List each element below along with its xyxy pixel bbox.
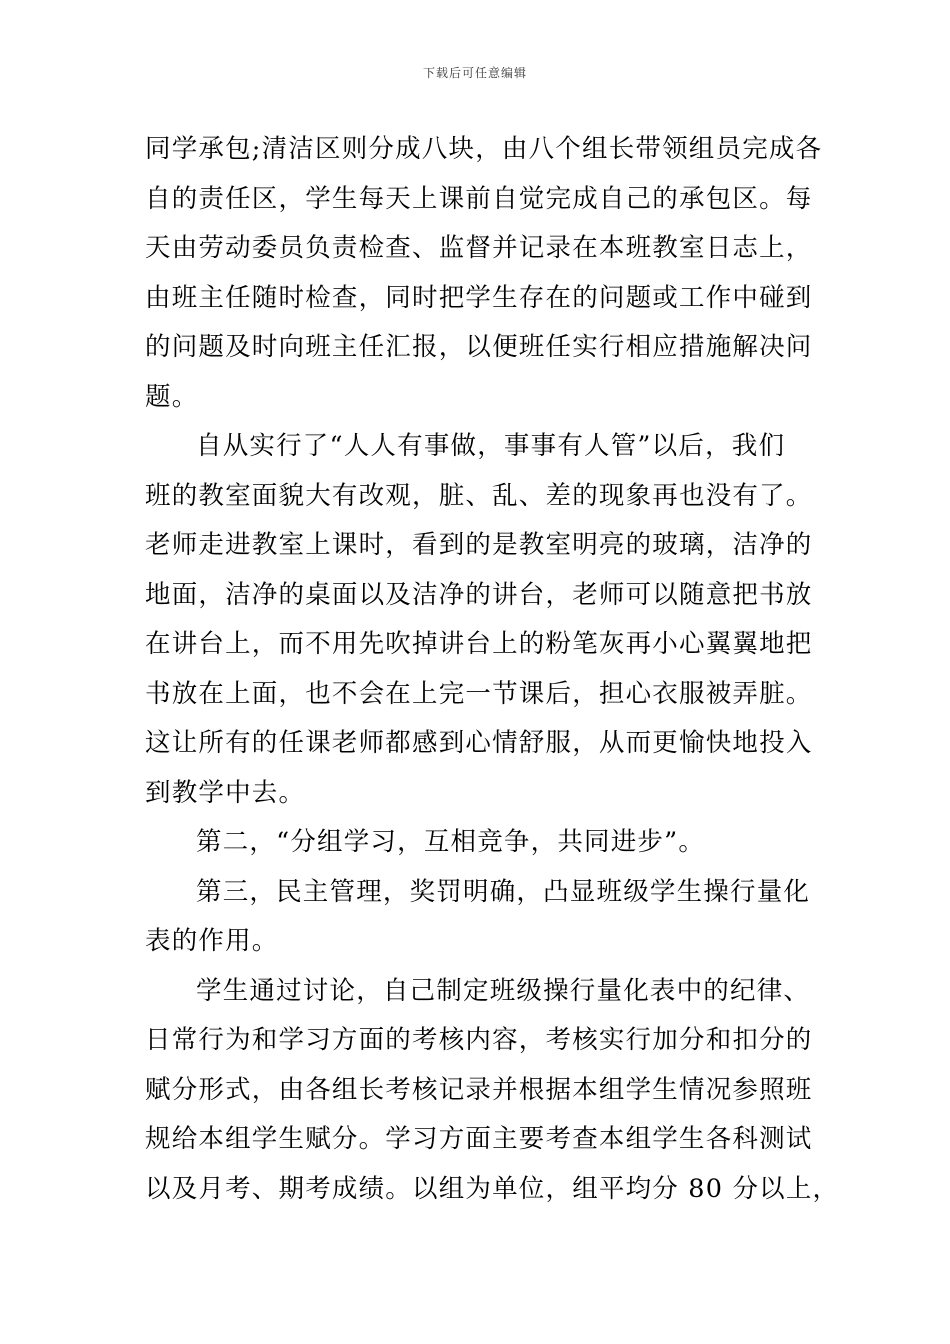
text-line: 以及月考、期考成绩。以组为单位，组平均分 80 分以上， [145,1173,840,1204]
text-line: 的问题及时向班主任汇报，以便班任实行相应措施解决问 [145,332,813,362]
page-header: 下载后可任意编辑 [422,66,527,80]
text-line: 日常行为和学习方面的考核内容，考核实行加分和扣分的 [145,1025,813,1055]
document-body [145,125,840,1214]
text-line: 班的教室面貌大有改观，脏、乱、差的现象再也没有了。 [145,480,813,511]
text-line: 规给本组学生赋分。学习方面主要考查本组学生各科测试 [145,1124,813,1154]
text-line: 学生通过讨论，自己制定班级操行量化表中的纪律、 [196,975,811,1006]
text-line: 老师走进教室上课时，看到的是教室明亮的玻璃，洁净的 [145,530,813,560]
text-line: 地面，洁净的桌面以及洁净的讲台，老师可以随意把书放 [145,579,813,610]
text-line: 到教学中去。 [145,777,306,808]
text-line: 自从实行了“人人有事做，事事有人管”以后，我们 [196,431,786,461]
text-line: 书放在上面，也不会在上完一节课后，担心衣服被弄脏。 [145,678,813,709]
text-line: 自的责任区，学生每天上课前自觉完成自己的承包区。每 [145,183,813,214]
text-line: 同学承包;清洁区则分成八块，由八个组长带领组员完成各 [145,134,823,164]
text-line: 天由劳动委员负责检查、监督并记录在本班教室日志上， [145,233,813,263]
text-line: 第二，“分组学习，互相竞争，共同进步”。 [196,827,706,857]
text-line: 表的作用。 [145,926,279,956]
text-line: 由班主任随时检查，同时把学生存在的问题或工作中碰到 [145,282,813,313]
text-line: 在讲台上，而不用先吹掉讲台上的粉笔灰再小心翼翼地把 [145,629,813,659]
text-line: 题。 [145,381,199,412]
text-line: 赋分形式，由各组长考核记录并根据本组学生情况参照班 [145,1074,813,1105]
text-line: 第三，民主管理，奖罚明确，凸显班级学生操行量化 [196,876,811,907]
text-line: 这让所有的任课老师都感到心情舒服，从而更愉快地投入 [145,728,813,758]
